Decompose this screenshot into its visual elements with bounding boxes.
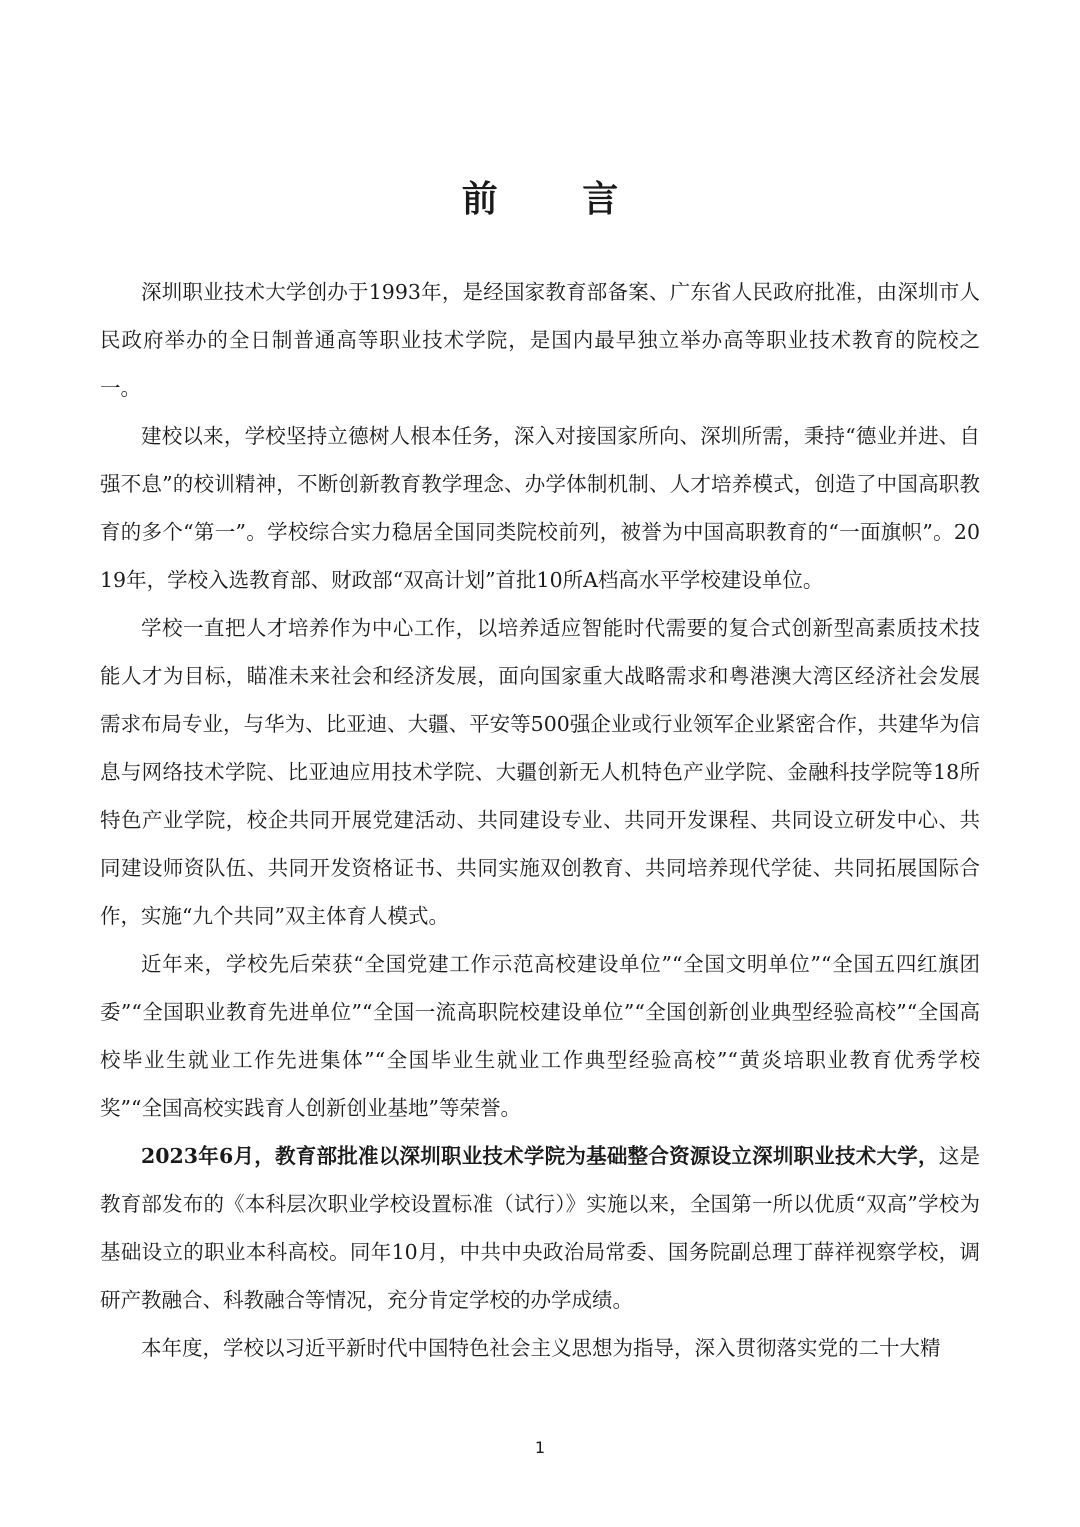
paragraph-text: 本年度，学校以习近平新时代中国特色社会主义思想为指导，深入贯彻落实党的二十大精 <box>141 1336 941 1360</box>
body-text <box>100 268 980 1372</box>
paragraph-text: 建校以来，学校坚持立德树人根本任务，深入对接国家所向、深圳所需，秉持“德业并进、自强不息”的校训精神，不断创新教育教学理念、办学体制机制、人才培养模式，创造了中国高职教育的多个“第一”。学校综合实力稳居全国同类院校前列，被誉为中国高职教育的“一面旗帜”。2019年，学校入选教育部、财政部“双高计划”首批10所A档高水平学校建设单位。 <box>100 424 980 592</box>
paragraph-university-upgrade <box>100 1132 980 1324</box>
paragraph-lead: 2023年6月，教育部批准以深圳职业技术学院为基础整合资源设立深圳职业技术大学， <box>141 1144 939 1168</box>
paragraph-this-year <box>100 1324 980 1372</box>
paragraph-text: 深圳职业技术大学创办于1993年，是经国家教育部备案、广东省人民政府批准，由深圳市人民政府举办的全日制普通高等职业技术学院，是国内最早独立举办高等职业技术教育的院校之一。 <box>100 280 980 400</box>
paragraph-text: 学校一直把人才培养作为中心工作，以培养适应智能时代需要的复合式创新型高素质技术技能人才为目标，瞄准未来社会和经济发展，面向国家重大战略需求和粤港澳大湾区经济社会发展需求布局专业，与华为、比亚迪、大疆、平安等500强企业或行业领军企业紧密合作，共建华为信息与网络技术学院、比亚迪应用技术学院、大疆创新无人机特色产业学院、金融科技学院等18所特色产业学院，校企共同开展党建活动、共同建设专业、共同开发课程、共同设立研发中心、共同建设师资队伍、共同开发资格证书、共同实施双创教育、共同培养现代学徒、共同拓展国际合作，实施“九个共同”双主体育人模式。 <box>100 616 980 928</box>
paragraph-history <box>100 412 980 604</box>
page-number: 1 <box>534 1438 546 1457</box>
paragraph-text: 近年来，学校先后荣获“全国党建工作示范高校建设单位”“全国文明单位”“全国五四红旗团委”“全国职业教育先进单位”“全国一流高职院校建设单位”“全国创新创业典型经验高校”“全国高校毕业生就业工作先进集体”“全国毕业生就业工作典型经验高校”“黄炎培职业教育优秀学校奖”“全国高校实践育人创新创业基地”等荣誉。 <box>100 952 980 1120</box>
paragraph-talent-training <box>100 604 980 940</box>
paragraph-founding <box>100 268 980 412</box>
paragraph-text: 这是教育部发布的《本科层次职业学校设置标准（试行）》实施以来，全国第一所以优质“双高”学校为基础设立的职业本科高校。同年10月，中共中央政治局常委、国务院副总理丁薛祥视察学校，调研产教融合、科教融合等情况，充分肯定学校的办学成绩。 <box>100 1144 980 1312</box>
paragraph-honors <box>100 940 980 1132</box>
page-title: 前 言 <box>461 179 655 220</box>
